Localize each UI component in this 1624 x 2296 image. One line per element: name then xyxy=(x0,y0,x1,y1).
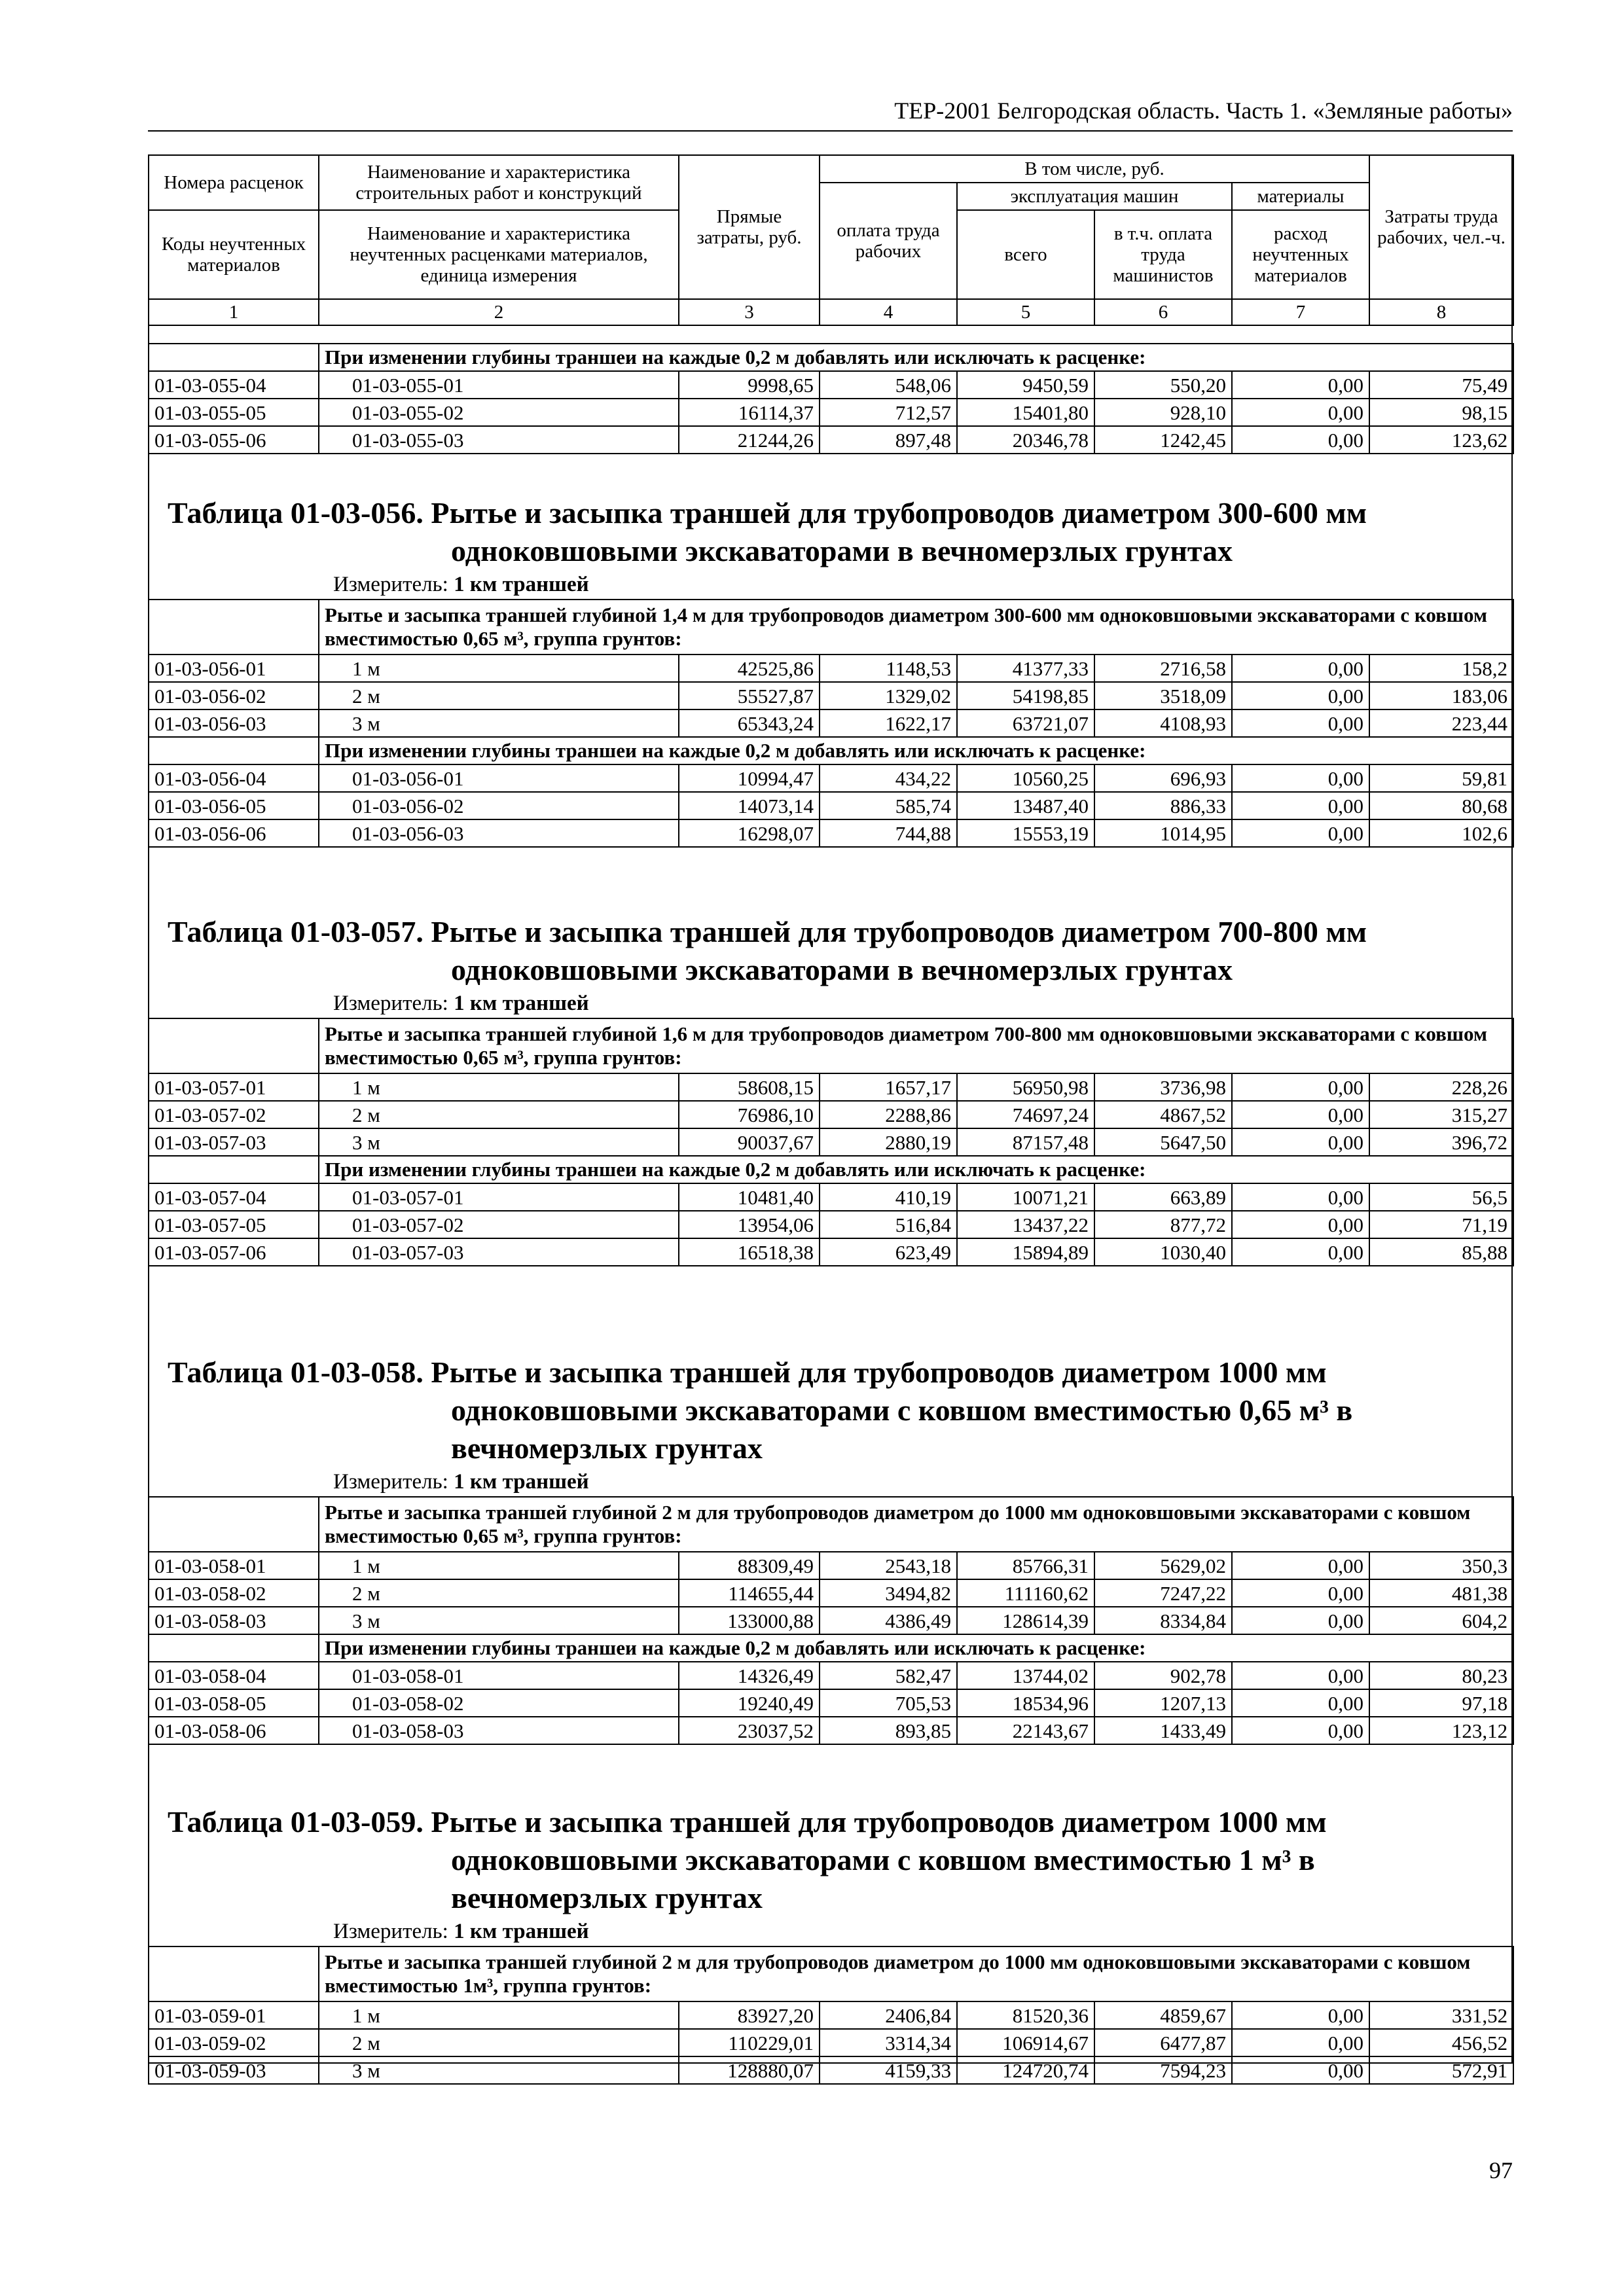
table-row xyxy=(149,764,1513,792)
rate-value: 63721,07 xyxy=(957,709,1094,737)
header-machines: эксплуатация машин xyxy=(957,183,1232,210)
col-number: 4 xyxy=(820,299,957,325)
rate-code: 01-03-059-01 xyxy=(149,2001,319,2029)
subheader-row xyxy=(149,1156,1513,1183)
rate-value: 90037,67 xyxy=(679,1128,820,1156)
subheader-text: При изменении глубины траншеи на каждые 0,2 м добавлять или исключать к расценке: xyxy=(319,1156,1513,1183)
col-number: 8 xyxy=(1369,299,1513,325)
rate-name: 3 м xyxy=(319,1128,679,1156)
header-materials: материалы xyxy=(1232,183,1369,210)
rate-value: 54198,85 xyxy=(957,682,1094,709)
rates-table xyxy=(148,1018,1514,1266)
rate-value: 0,00 xyxy=(1232,1717,1369,1744)
rate-value: 15553,19 xyxy=(957,819,1094,847)
col-number: 1 xyxy=(149,299,319,325)
rate-name: 1 м xyxy=(319,655,679,682)
description-text: Рытье и засыпка траншей глубиной 1,4 м для трубопроводов диаметром 300-600 мм одноковшовыми экскаваторами с ковшом вместимостью 0,65 м³, группа грунтов: xyxy=(319,600,1513,655)
rate-name: 1 м xyxy=(319,2001,679,2029)
description-text: Рытье и засыпка траншей глубиной 2 м для трубопроводов диаметром до 1000 мм одноковшовыми экскаваторами с ковшом вместимостью 0,65 м³, группа грунтов: xyxy=(319,1497,1513,1552)
rate-name: 01-03-056-02 xyxy=(319,792,679,819)
table-title-line: одноковшовыми экскаваторами с ковшом вместимостью 0,65 м³ в xyxy=(451,1393,1353,1427)
rate-value: 9998,65 xyxy=(679,371,820,399)
rate-code: 01-03-055-05 xyxy=(149,399,319,426)
rate-value: 9450,59 xyxy=(957,371,1094,399)
rate-value: 16114,37 xyxy=(679,399,820,426)
header-worker-pay: оплата труда рабочих xyxy=(820,183,957,299)
rate-name: 2 м xyxy=(319,1579,679,1607)
rate-value: 128614,39 xyxy=(957,1607,1094,1634)
rate-value: 87157,48 xyxy=(957,1128,1094,1156)
rate-name: 01-03-055-02 xyxy=(319,399,679,426)
header-labor-costs: Затраты труда рабочих, чел.-ч. xyxy=(1369,155,1513,299)
rate-value: 98,15 xyxy=(1369,399,1513,426)
table-title-line: Таблица 01-03-057. Рытье и засыпка траншей для трубопроводов диаметром 700-800 мм xyxy=(168,915,1367,948)
rate-value: 705,53 xyxy=(820,1689,957,1717)
rate-value: 228,26 xyxy=(1369,1073,1513,1101)
table-row xyxy=(149,1183,1513,1211)
rate-value: 0,00 xyxy=(1232,1128,1369,1156)
rates-table xyxy=(148,599,1514,848)
col-number: 7 xyxy=(1232,299,1369,325)
rate-value: 2288,86 xyxy=(820,1101,957,1128)
rate-value: 2716,58 xyxy=(1094,655,1232,682)
rate-value: 14073,14 xyxy=(679,792,820,819)
rate-name: 01-03-056-03 xyxy=(319,819,679,847)
rate-value: 0,00 xyxy=(1232,1689,1369,1717)
rate-value: 0,00 xyxy=(1232,709,1369,737)
rate-value: 0,00 xyxy=(1232,764,1369,792)
header-materials-name: Наименование и характеристика неучтенных расценками материалов, единица измерения xyxy=(319,210,679,299)
rate-value: 133000,88 xyxy=(679,1607,820,1634)
table-title-line: вечномерзлых грунтах xyxy=(451,1881,763,1914)
rate-value: 80,68 xyxy=(1369,792,1513,819)
rate-value: 6477,87 xyxy=(1094,2029,1232,2056)
table-title xyxy=(168,1354,1496,1467)
header-work-name: Наименование и характеристика строительных работ и конструкций xyxy=(319,155,679,210)
rate-value: 88309,49 xyxy=(679,1552,820,1579)
rate-name: 01-03-056-01 xyxy=(319,764,679,792)
rate-value: 0,00 xyxy=(1232,819,1369,847)
rate-value: 5647,50 xyxy=(1094,1128,1232,1156)
rate-value: 74697,24 xyxy=(957,1101,1094,1128)
rate-code: 01-03-058-04 xyxy=(149,1662,319,1689)
rate-name: 01-03-057-02 xyxy=(319,1211,679,1238)
table-row xyxy=(149,655,1513,682)
table-row xyxy=(149,1552,1513,1579)
rate-code: 01-03-058-03 xyxy=(149,1607,319,1634)
subheader-row xyxy=(149,344,1513,371)
rate-code: 01-03-058-01 xyxy=(149,1552,319,1579)
description-row xyxy=(149,600,1513,655)
rate-value: 8334,84 xyxy=(1094,1607,1232,1634)
rate-value: 3518,09 xyxy=(1094,682,1232,709)
continuation-table xyxy=(148,343,1514,454)
table-row xyxy=(149,819,1513,847)
rate-value: 14326,49 xyxy=(679,1662,820,1689)
table-row xyxy=(149,371,1513,399)
rate-value: 4386,49 xyxy=(820,1607,957,1634)
rate-value: 712,57 xyxy=(820,399,957,426)
measure-label: Измеритель: xyxy=(333,573,448,596)
header-codes: Коды неучтенных материалов xyxy=(149,210,319,299)
subheader-row xyxy=(149,737,1513,764)
table-row xyxy=(149,2001,1513,2029)
rate-value: 4867,52 xyxy=(1094,1101,1232,1128)
rate-value: 4108,93 xyxy=(1094,709,1232,737)
rate-value: 396,72 xyxy=(1369,1128,1513,1156)
header-machinist-pay: в т.ч. оплата труда машинистов xyxy=(1094,210,1232,299)
rate-name: 01-03-058-02 xyxy=(319,1689,679,1717)
measure-value: 1 км траншей xyxy=(454,1920,589,1943)
rate-value: 1148,53 xyxy=(820,655,957,682)
rate-value: 41377,33 xyxy=(957,655,1094,682)
rate-value: 59,81 xyxy=(1369,764,1513,792)
rate-value: 223,44 xyxy=(1369,709,1513,737)
rate-value: 13487,40 xyxy=(957,792,1094,819)
rate-name: 2 м xyxy=(319,682,679,709)
rate-name: 01-03-055-03 xyxy=(319,426,679,454)
rate-value: 0,00 xyxy=(1232,1662,1369,1689)
rate-value: 623,49 xyxy=(820,1238,957,1266)
rate-code: 01-03-056-01 xyxy=(149,655,319,682)
rate-value: 0,00 xyxy=(1232,1073,1369,1101)
rate-value: 85,88 xyxy=(1369,1238,1513,1266)
measure-label: Измеритель: xyxy=(333,1470,448,1494)
table-row xyxy=(149,1689,1513,1717)
rate-code: 01-03-057-06 xyxy=(149,1238,319,1266)
measure-unit xyxy=(333,1918,589,1945)
rate-value: 0,00 xyxy=(1232,655,1369,682)
rate-value: 897,48 xyxy=(820,426,957,454)
rate-code: 01-03-058-06 xyxy=(149,1717,319,1744)
rate-value: 604,2 xyxy=(1369,1607,1513,1634)
rate-value: 0,00 xyxy=(1232,2029,1369,2056)
rate-value: 128880,07 xyxy=(679,2056,820,2084)
measure-value: 1 км траншей xyxy=(454,992,589,1015)
description-row xyxy=(149,1497,1513,1552)
table-title-line: вечномерзлых грунтах xyxy=(451,1431,763,1465)
rate-value: 1657,17 xyxy=(820,1073,957,1101)
rate-name: 2 м xyxy=(319,2029,679,2056)
rate-value: 22143,67 xyxy=(957,1717,1094,1744)
rate-value: 18534,96 xyxy=(957,1689,1094,1717)
running-header: ТЕР-2001 Белгородская область. Часть 1. «Земляные работы» xyxy=(148,94,1513,132)
rate-value: 111160,62 xyxy=(957,1579,1094,1607)
rate-name: 01-03-055-01 xyxy=(319,371,679,399)
rate-code: 01-03-056-02 xyxy=(149,682,319,709)
header-direct-costs: Прямые затраты, руб. xyxy=(679,155,820,299)
table-row xyxy=(149,1128,1513,1156)
rate-value: 13744,02 xyxy=(957,1662,1094,1689)
rate-value: 19240,49 xyxy=(679,1689,820,1717)
rate-value: 55527,87 xyxy=(679,682,820,709)
rate-value: 3314,34 xyxy=(820,2029,957,2056)
subheader-row xyxy=(149,1634,1513,1662)
rate-value: 10481,40 xyxy=(679,1183,820,1211)
rate-code: 01-03-056-06 xyxy=(149,819,319,847)
rate-value: 85766,31 xyxy=(957,1552,1094,1579)
rate-value: 5629,02 xyxy=(1094,1552,1232,1579)
rate-value: 877,72 xyxy=(1094,1211,1232,1238)
rate-name: 01-03-057-03 xyxy=(319,1238,679,1266)
table-title xyxy=(168,913,1496,989)
rate-code: 01-03-057-05 xyxy=(149,1211,319,1238)
rate-value: 3736,98 xyxy=(1094,1073,1232,1101)
rate-code: 01-03-059-03 xyxy=(149,2056,319,2084)
rate-code: 01-03-057-02 xyxy=(149,1101,319,1128)
rate-name: 01-03-058-03 xyxy=(319,1717,679,1744)
rate-value: 42525,86 xyxy=(679,655,820,682)
rate-value: 456,52 xyxy=(1369,2029,1513,2056)
rate-value: 0,00 xyxy=(1232,682,1369,709)
table-title xyxy=(168,494,1496,570)
rates-table xyxy=(148,1496,1514,1745)
col-number: 5 xyxy=(957,299,1094,325)
rate-value: 0,00 xyxy=(1232,1211,1369,1238)
rate-value: 10071,21 xyxy=(957,1183,1094,1211)
subheader-text: При изменении глубины траншеи на каждые 0,2 м добавлять или исключать к расценке: xyxy=(319,737,1513,764)
rate-value: 3494,82 xyxy=(820,1579,957,1607)
table-row xyxy=(149,1579,1513,1607)
table-row xyxy=(149,709,1513,737)
rate-code: 01-03-057-03 xyxy=(149,1128,319,1156)
rate-value: 114655,44 xyxy=(679,1579,820,1607)
rate-name: 1 м xyxy=(319,1552,679,1579)
rate-code: 01-03-057-01 xyxy=(149,1073,319,1101)
subheader-text: При изменении глубины траншеи на каждые 0,2 м добавлять или исключать к расценке: xyxy=(319,1634,1513,1662)
rate-value: 0,00 xyxy=(1232,399,1369,426)
rate-value: 1433,49 xyxy=(1094,1717,1232,1744)
rate-value: 2406,84 xyxy=(820,2001,957,2029)
rate-value: 158,2 xyxy=(1369,655,1513,682)
rate-value: 20346,78 xyxy=(957,426,1094,454)
rate-value: 1014,95 xyxy=(1094,819,1232,847)
rate-value: 15894,89 xyxy=(957,1238,1094,1266)
rate-value: 7594,23 xyxy=(1094,2056,1232,2084)
rate-value: 331,52 xyxy=(1369,2001,1513,2029)
rate-value: 0,00 xyxy=(1232,1579,1369,1607)
rate-code: 01-03-055-04 xyxy=(149,371,319,399)
rate-code: 01-03-058-02 xyxy=(149,1579,319,1607)
rate-value: 102,6 xyxy=(1369,819,1513,847)
rate-value: 744,88 xyxy=(820,819,957,847)
rate-value: 0,00 xyxy=(1232,792,1369,819)
rate-value: 76986,10 xyxy=(679,1101,820,1128)
rate-code: 01-03-056-05 xyxy=(149,792,319,819)
rate-value: 7247,22 xyxy=(1094,1579,1232,1607)
rate-value: 10560,25 xyxy=(957,764,1094,792)
header-including: В том числе, руб. xyxy=(820,155,1369,183)
rate-value: 582,47 xyxy=(820,1662,957,1689)
col-number: 3 xyxy=(679,299,820,325)
table-title-line: одноковшовыми экскаваторами в вечномерзлых грунтах xyxy=(451,534,1233,567)
table-row xyxy=(149,682,1513,709)
table-title-line: Таблица 01-03-059. Рытье и засыпка траншей для трубопроводов диаметром 1000 мм xyxy=(168,1805,1327,1839)
rate-value: 81520,36 xyxy=(957,2001,1094,2029)
rate-value: 893,85 xyxy=(820,1717,957,1744)
rate-value: 56,5 xyxy=(1369,1183,1513,1211)
rate-value: 110229,01 xyxy=(679,2029,820,2056)
rate-value: 183,06 xyxy=(1369,682,1513,709)
rate-value: 0,00 xyxy=(1232,1101,1369,1128)
rate-value: 0,00 xyxy=(1232,1607,1369,1634)
table-row xyxy=(149,1073,1513,1101)
rate-code: 01-03-055-06 xyxy=(149,426,319,454)
table-row xyxy=(149,2056,1513,2084)
measure-unit xyxy=(333,571,589,598)
description-row xyxy=(149,1946,1513,2001)
rate-value: 97,18 xyxy=(1369,1689,1513,1717)
table-title xyxy=(168,1803,1496,1917)
rate-value: 83927,20 xyxy=(679,2001,820,2029)
description-row xyxy=(149,1018,1513,1073)
column-header-table xyxy=(148,154,1514,326)
table-row xyxy=(149,1717,1513,1744)
rate-name: 2 м xyxy=(319,1101,679,1128)
description-text: Рытье и засыпка траншей глубиной 1,6 м для трубопроводов диаметром 700-800 мм одноковшовыми экскаваторами с ковшом вместимостью 0,65 м³, группа грунтов: xyxy=(319,1018,1513,1073)
rate-value: 1329,02 xyxy=(820,682,957,709)
rate-value: 1622,17 xyxy=(820,709,957,737)
rate-value: 13437,22 xyxy=(957,1211,1094,1238)
table-row xyxy=(149,426,1513,454)
rate-value: 0,00 xyxy=(1232,2056,1369,2084)
rate-value: 0,00 xyxy=(1232,371,1369,399)
measure-unit xyxy=(333,990,589,1016)
page-number: 97 xyxy=(1489,2157,1513,2183)
rate-value: 4859,67 xyxy=(1094,2001,1232,2029)
rate-value: 886,33 xyxy=(1094,792,1232,819)
rate-name: 3 м xyxy=(319,709,679,737)
rate-value: 572,91 xyxy=(1369,2056,1513,2084)
rate-value: 15401,80 xyxy=(957,399,1094,426)
rate-value: 58608,15 xyxy=(679,1073,820,1101)
header-machines-total: всего xyxy=(957,210,1094,299)
rate-value: 123,12 xyxy=(1369,1717,1513,1744)
table-title-line: Таблица 01-03-058. Рытье и засыпка траншей для трубопроводов диаметром 1000 мм xyxy=(168,1355,1327,1389)
rate-code: 01-03-059-02 xyxy=(149,2029,319,2056)
rate-code: 01-03-056-03 xyxy=(149,709,319,737)
table-row xyxy=(149,792,1513,819)
table-title-line: одноковшовыми экскаваторами в вечномерзлых грунтах xyxy=(451,953,1233,986)
rate-name: 1 м xyxy=(319,1073,679,1101)
rate-value: 315,27 xyxy=(1369,1101,1513,1128)
table-row xyxy=(149,1238,1513,1266)
rate-value: 16298,07 xyxy=(679,819,820,847)
rate-value: 585,74 xyxy=(820,792,957,819)
rate-value: 65343,24 xyxy=(679,709,820,737)
rate-value: 10994,47 xyxy=(679,764,820,792)
table-row xyxy=(149,1211,1513,1238)
measure-value: 1 км траншей xyxy=(454,1470,589,1494)
rate-value: 696,93 xyxy=(1094,764,1232,792)
rate-value: 434,22 xyxy=(820,764,957,792)
rate-value: 23037,52 xyxy=(679,1717,820,1744)
rate-value: 0,00 xyxy=(1232,426,1369,454)
rate-value: 75,49 xyxy=(1369,371,1513,399)
rate-value: 516,84 xyxy=(820,1211,957,1238)
table-row xyxy=(149,399,1513,426)
rate-value: 548,06 xyxy=(820,371,957,399)
rate-value: 902,78 xyxy=(1094,1662,1232,1689)
table-row xyxy=(149,1607,1513,1634)
header-rate-numbers: Номера расценок xyxy=(149,155,319,210)
table-row xyxy=(149,1662,1513,1689)
col-number: 2 xyxy=(319,299,679,325)
col-number: 6 xyxy=(1094,299,1232,325)
rate-value: 1242,45 xyxy=(1094,426,1232,454)
description-text: Рытье и засыпка траншей глубиной 2 м для трубопроводов диаметром до 1000 мм одноковшовыми экскаваторами с ковшом вместимостью 1м³, группа грунтов: xyxy=(319,1946,1513,2001)
rate-value: 1030,40 xyxy=(1094,1238,1232,1266)
rate-value: 0,00 xyxy=(1232,1183,1369,1211)
rate-name: 01-03-057-01 xyxy=(319,1183,679,1211)
rate-value: 1207,13 xyxy=(1094,1689,1232,1717)
rate-value: 928,10 xyxy=(1094,399,1232,426)
rate-value: 80,23 xyxy=(1369,1662,1513,1689)
rate-value: 4159,33 xyxy=(820,2056,957,2084)
header-materials-use: расход неучтенных материалов xyxy=(1232,210,1369,299)
rate-value: 21244,26 xyxy=(679,426,820,454)
rate-value: 2880,19 xyxy=(820,1128,957,1156)
rate-value: 410,19 xyxy=(820,1183,957,1211)
measure-value: 1 км траншей xyxy=(454,573,589,596)
rate-value: 56950,98 xyxy=(957,1073,1094,1101)
table-title-line: одноковшовыми экскаваторами с ковшом вместимостью 1 м³ в xyxy=(451,1843,1315,1876)
rate-value: 0,00 xyxy=(1232,1552,1369,1579)
table-title-line: Таблица 01-03-056. Рытье и засыпка траншей для трубопроводов диаметром 300-600 мм xyxy=(168,496,1367,529)
rate-code: 01-03-056-04 xyxy=(149,764,319,792)
rate-value: 2543,18 xyxy=(820,1552,957,1579)
rate-value: 13954,06 xyxy=(679,1211,820,1238)
rate-value: 16518,38 xyxy=(679,1238,820,1266)
rate-name: 3 м xyxy=(319,1607,679,1634)
rate-value: 0,00 xyxy=(1232,1238,1369,1266)
subheader-text: При изменении глубины траншеи на каждые 0,2 м добавлять или исключать к расценке: xyxy=(319,344,1513,371)
rate-value: 106914,67 xyxy=(957,2029,1094,2056)
rate-value: 124720,74 xyxy=(957,2056,1094,2084)
rate-code: 01-03-057-04 xyxy=(149,1183,319,1211)
rate-code: 01-03-058-05 xyxy=(149,1689,319,1717)
rates-table xyxy=(148,1946,1514,2085)
rate-value: 0,00 xyxy=(1232,2001,1369,2029)
rate-name: 3 м xyxy=(319,2056,679,2084)
rate-name: 01-03-058-01 xyxy=(319,1662,679,1689)
measure-label: Измеритель: xyxy=(333,1920,448,1943)
rate-value: 350,3 xyxy=(1369,1552,1513,1579)
rate-value: 663,89 xyxy=(1094,1183,1232,1211)
rate-value: 71,19 xyxy=(1369,1211,1513,1238)
rate-value: 123,62 xyxy=(1369,426,1513,454)
measure-label: Измеритель: xyxy=(333,992,448,1015)
table-row xyxy=(149,1101,1513,1128)
rate-value: 481,38 xyxy=(1369,1579,1513,1607)
rate-value: 550,20 xyxy=(1094,371,1232,399)
measure-unit xyxy=(333,1469,589,1495)
table-row xyxy=(149,2029,1513,2056)
